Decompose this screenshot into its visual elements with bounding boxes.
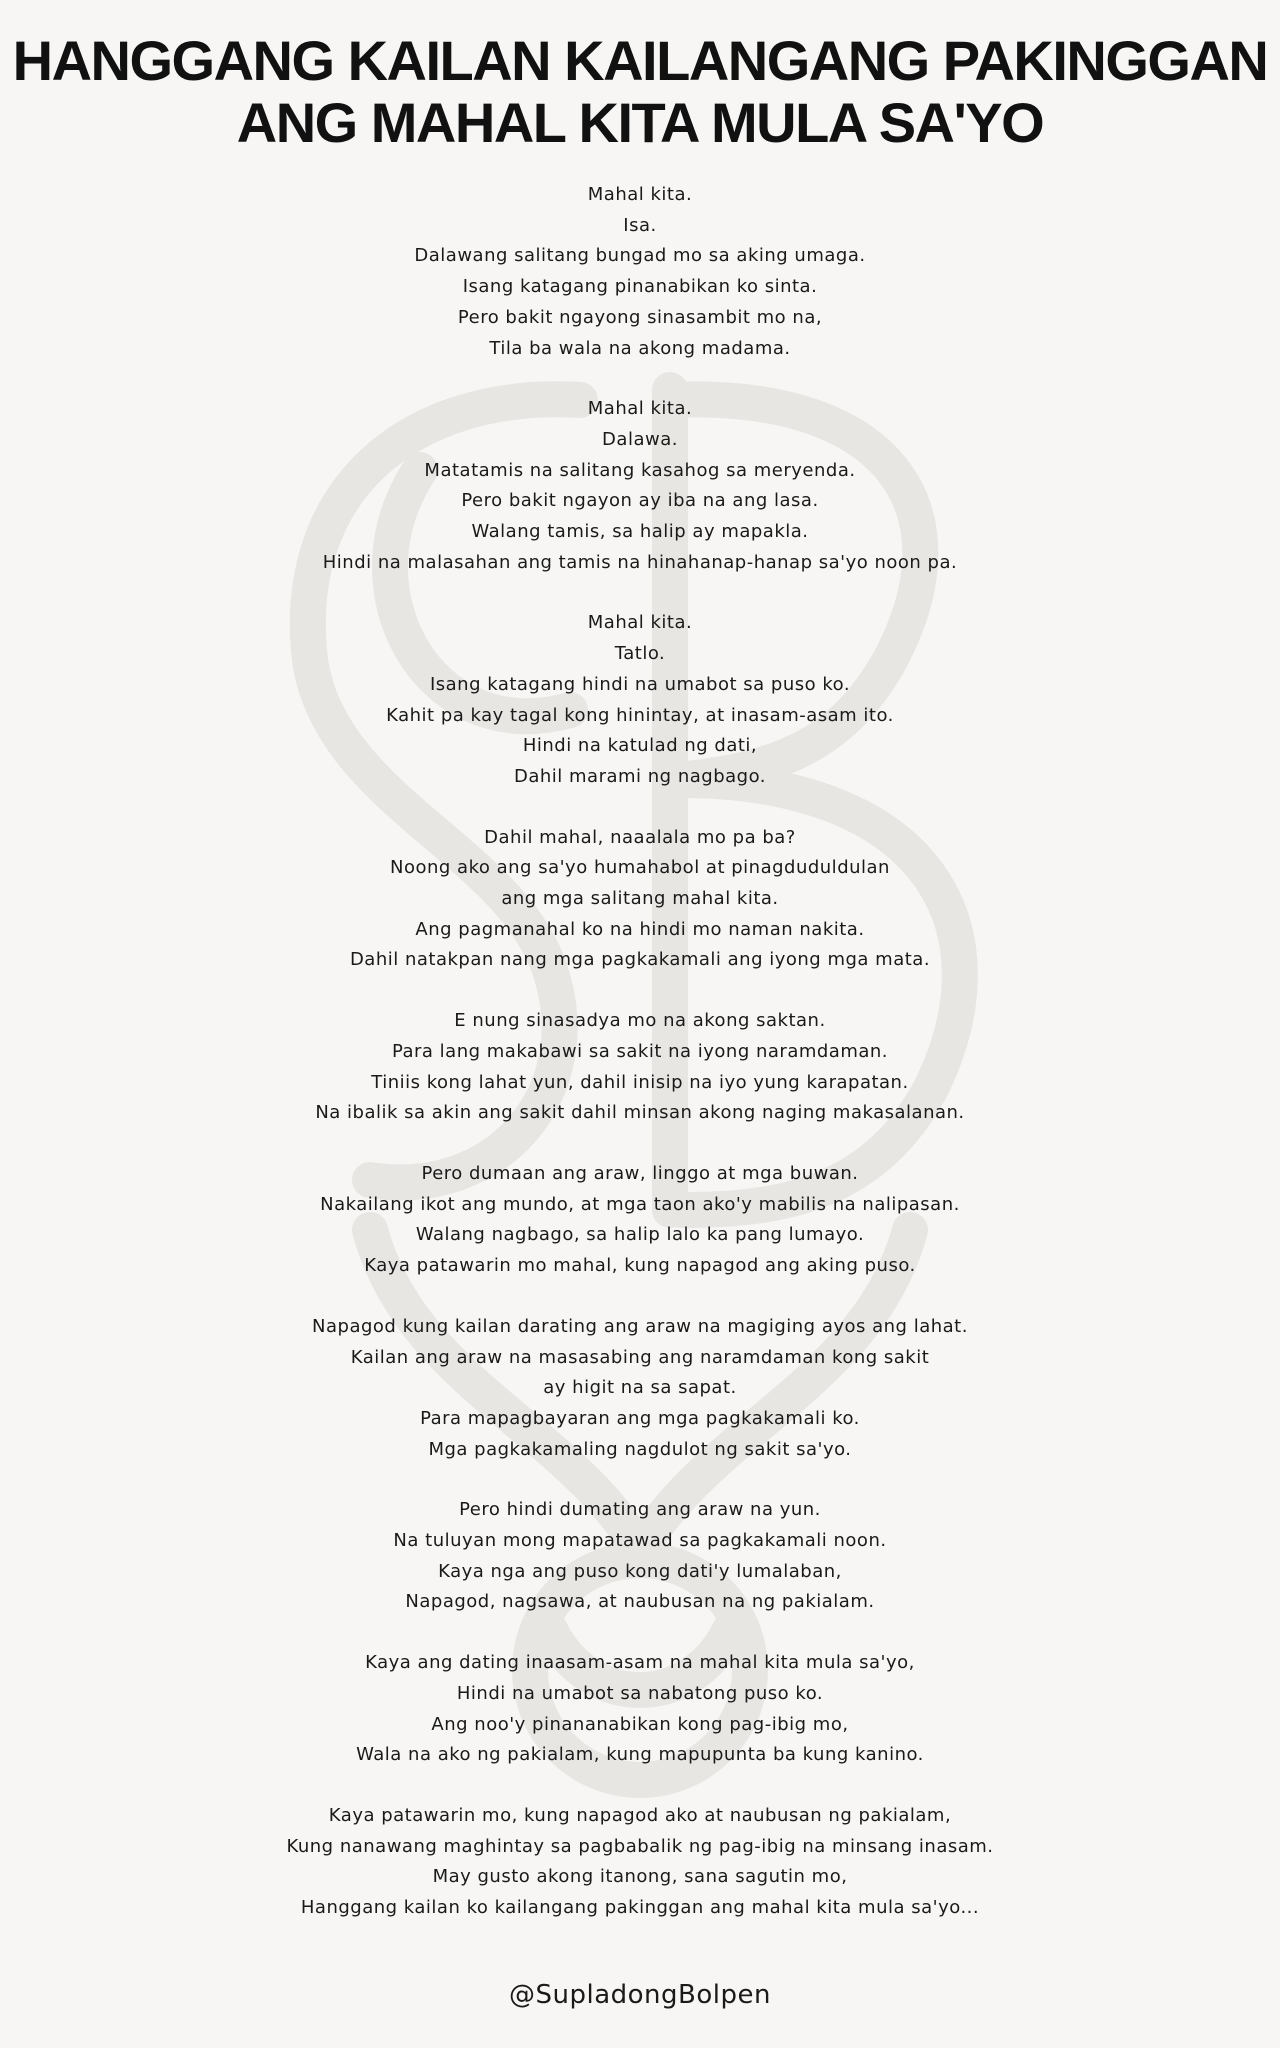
stanza-2 xyxy=(0,394,1280,578)
poem-line: Isa. xyxy=(623,214,657,236)
poem-line: Pero bakit ngayong sinasambit mo na, xyxy=(457,306,823,328)
stanza-9 xyxy=(0,1648,1280,1771)
poem-line: Tatlo. xyxy=(614,643,666,665)
stanza-5 xyxy=(0,1006,1280,1129)
poem-line: Pero hindi dumating ang araw na yun. xyxy=(459,1499,821,1521)
poem-body xyxy=(0,180,1280,1954)
poem-line: Mahal kita. xyxy=(587,398,693,420)
author-handle: @SupladongBolpen xyxy=(509,1980,771,2010)
poem-line: Para lang makabawi sa sakit na iyong naramdaman. xyxy=(391,1040,889,1062)
poem-line: Kaya ang dating inaasam-asam na mahal kita mula sa'yo, xyxy=(365,1652,915,1674)
poem-line: Ang pagmanahal ko na hindi mo naman nakita. xyxy=(415,918,865,940)
stanza-3 xyxy=(0,608,1280,792)
poem-line: Wala na ako ng pakialam, kung mapupunta ba kung kanino. xyxy=(356,1744,924,1766)
title-line-2: ANG MAHAL KITA MULA SA'YO xyxy=(236,91,1044,154)
poem-line: Hindi na umabot sa nabatong puso ko. xyxy=(456,1682,824,1704)
poem-line: Hanggang kailan ko kailangang pakinggan ang mahal kita mula sa'yo... xyxy=(300,1897,980,1919)
poem-line: Na tuluyan mong mapatawad sa pagkakamali noon. xyxy=(393,1530,887,1552)
poem-line: Dahil marami ng nagbago. xyxy=(514,765,766,787)
poem-line: Kailan ang araw na masasabing ang naramdaman kong sakit xyxy=(350,1346,930,1368)
poem-line: Tila ba wala na akong madama. xyxy=(489,337,791,359)
poem-line: Napagod kung kailan darating ang araw na magiging ayos ang lahat. xyxy=(312,1315,968,1337)
poem-line: Ang noo'y pinananabikan kong pag-ibig mo, xyxy=(431,1713,849,1735)
poem-line: Kaya patawarin mo mahal, kung napagod ang aking puso. xyxy=(364,1255,916,1277)
poem-line: Na ibalik sa akin ang sakit dahil minsan akong naging makasalanan. xyxy=(315,1102,965,1124)
poem-line: Kaya nga ang puso kong dati'y lumalaban, xyxy=(438,1560,842,1582)
poem-line: Para mapagbayaran ang mga pagkakamali ko. xyxy=(420,1407,860,1429)
stanza-1 xyxy=(0,180,1280,364)
stanza-7 xyxy=(0,1312,1280,1466)
title-line-1: HANGGANG KAILAN KAILANGANG PAKINGGAN xyxy=(12,29,1268,92)
poem-line: Mahal kita. xyxy=(587,184,693,205)
poem-line: Nakailang ikot ang mundo, at mga taon ako'y mabilis na nalipasan. xyxy=(320,1193,960,1215)
poem-line: Pero dumaan ang araw, linggo at mga buwan. xyxy=(421,1162,859,1184)
poem-line: Mahal kita. xyxy=(587,612,693,634)
page-title xyxy=(0,30,1280,154)
poem-line: Matatamis na salitang kasahog sa meryenda. xyxy=(424,459,856,481)
poem-line: Dalawa. xyxy=(602,428,678,450)
poem-line: Napagod, nagsawa, at naubusan na ng pakialam. xyxy=(405,1591,875,1613)
poem-line: Tiniis kong lahat yun, dahil inisip na iyo yung karapatan. xyxy=(371,1071,909,1093)
stanza-6 xyxy=(0,1159,1280,1282)
poem-line: Hindi na katulad ng dati, xyxy=(522,735,758,757)
poem-line: Kung nanawang maghintay sa pagbabalik ng pag-ibig na minsang inasam. xyxy=(286,1835,994,1857)
poem-line: Dalawang salitang bungad mo sa aking umaga. xyxy=(414,245,866,267)
poem-line: Pero bakit ngayon ay iba na ang lasa. xyxy=(461,490,819,512)
poem-line: E nung sinasadya mo na akong saktan. xyxy=(454,1010,826,1032)
poem-line: Hindi na malasahan ang tamis na hinahanap-hanap sa'yo noon pa. xyxy=(322,551,958,573)
poem-line: Kaya patawarin mo, kung napagod ako at naubusan ng pakialam, xyxy=(328,1804,952,1826)
poem-line: Dahil mahal, naaalala mo pa ba? xyxy=(484,826,796,848)
poem-line: Mga pagkakamaling nagdulot ng sakit sa'yo. xyxy=(428,1438,852,1460)
poem-line: May gusto akong itanong, sana sagutin mo, xyxy=(432,1866,848,1888)
poem-line: Walang nagbago, sa halip lalo ka pang lumayo. xyxy=(415,1224,865,1246)
poem-line: Kahit pa kay tagal kong hinintay, at inasam-asam ito. xyxy=(386,704,894,726)
poem-line: ang mga salitang mahal kita. xyxy=(501,888,779,910)
poem-line: Isang katagang hindi na umabot sa puso ko. xyxy=(429,673,851,695)
stanza-8 xyxy=(0,1495,1280,1618)
stanza-10 xyxy=(0,1801,1280,1924)
poem-line: Isang katagang pinanabikan ko sinta. xyxy=(462,276,818,298)
stanza-4 xyxy=(0,823,1280,977)
poem-line: Noong ako ang sa'yo humahabol at pinagduduldulan xyxy=(390,857,890,879)
poem-line: Walang tamis, sa halip ay mapakla. xyxy=(471,521,809,543)
poem-line: Dahil natakpan nang mga pagkakamali ang iyong mga mata. xyxy=(349,949,931,971)
poem-line: ay higit na sa sapat. xyxy=(543,1377,737,1399)
